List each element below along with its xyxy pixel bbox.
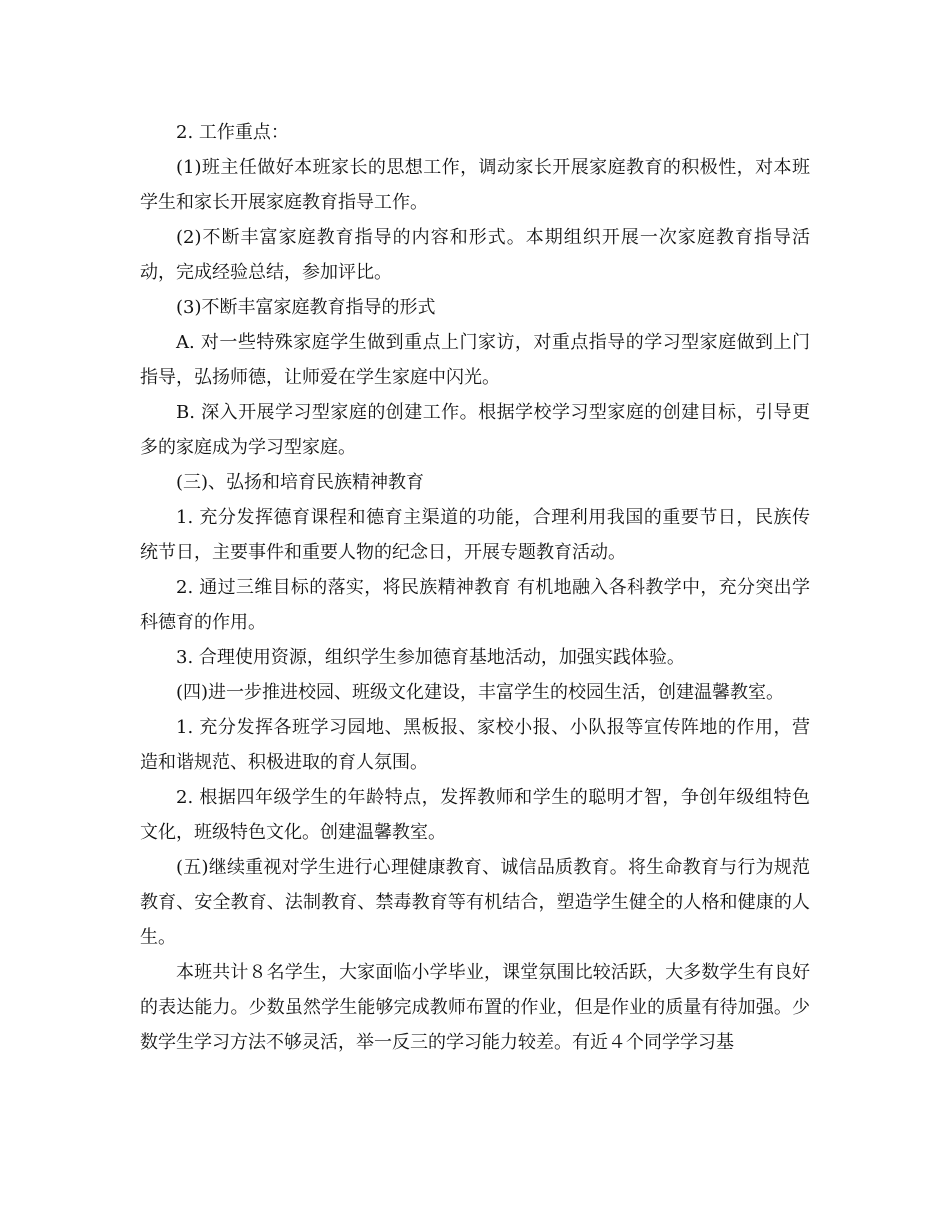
paragraph-item-a: A. 对一些特殊家庭学生做到重点上门家访，对重点指导的学习型家庭做到上门指导，弘扬师德，让师爱在学生家庭中闪光。 <box>140 332 810 388</box>
section-heading-4: (四)进一步推进校园、班级文化建设，丰富学生的校园生活，创建温馨教室。 <box>176 682 785 703</box>
paragraph-section4-item-2: 2. 根据四年级学生的年龄特点，发挥教师和学生的聪明才智，争创年级组特色文化，班级特色文化。创建温馨教室。 <box>140 787 810 843</box>
paragraph-item-3: (3)不断丰富家庭教育指导的形式 <box>176 297 436 318</box>
paragraph-item-2: (2)不断丰富家庭教育指导的内容和形式。本期组织开展一次家庭教育指导活动，完成经验总结，参加评比。 <box>140 227 810 283</box>
paragraph-class-situation: 本班共计８名学生，大家面临小学毕业，课堂氛围比较活跃，大多数学生有良好的表达能力。少数虽然学生能够完成教师布置的作业，但是作业的质量有待加强。少数学生学习方法不够灵活，举一反三的学习能力较差。有近４个同学学习基 <box>140 962 810 1053</box>
section-heading-5: (五)继续重视对学生进行心理健康教育、诚信品质教育。将生命教育与行为规范教育、安全教育、法制教育、禁毒教育等有机结合，塑造学生健全的人格和健康的人生。 <box>140 857 810 948</box>
section-heading-3: (三)、弘扬和培育民族精神教育 <box>176 472 425 493</box>
paragraph-work-focus-heading: 2. 工作重点： <box>176 122 289 143</box>
paragraph-section3-item-2: 2. 通过三维目标的落实，将民族精神教育 有机地融入各科教学中，充分突出学科德育的作用。 <box>140 577 810 633</box>
paragraph-item-b: B. 深入开展学习型家庭的创建工作。根据学校学习型家庭的创建目标，引导更多的家庭成为学习型家庭。 <box>140 402 810 458</box>
paragraph-section3-item-1: 1. 充分发挥德育课程和德育主渠道的功能，合理利用我国的重要节日，民族传统节日，主要事件和重要人物的纪念日，开展专题教育活动。 <box>140 507 810 563</box>
document-body <box>140 115 810 1060</box>
paragraph-section4-item-1: 1. 充分发挥各班学习园地、黑板报、家校小报、小队报等宣传阵地的作用，营造和谐规范、积极进取的育人氛围。 <box>140 717 810 773</box>
paragraph-section3-item-3: 3. 合理使用资源，组织学生参加德育基地活动，加强实践体验。 <box>176 647 685 668</box>
paragraph-item-1: (1)班主任做好本班家长的思想工作，调动家长开展家庭教育的积极性，对本班学生和家长开展家庭教育指导工作。 <box>140 157 810 213</box>
